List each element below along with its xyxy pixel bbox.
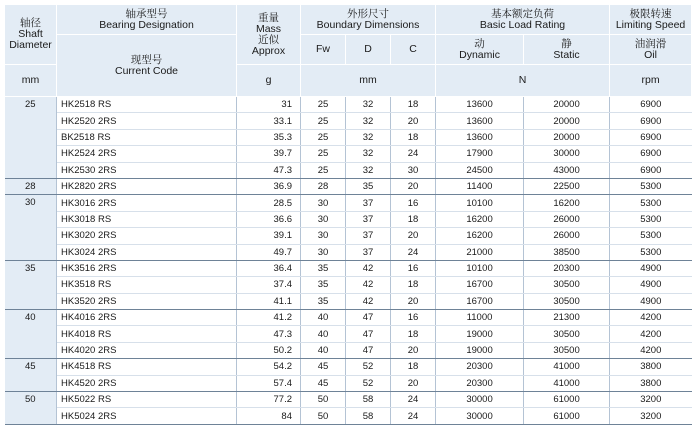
fw-cell: 30	[301, 244, 346, 260]
static-load-cell: 30500	[524, 342, 610, 358]
speed-cell: 4200	[610, 326, 692, 342]
shaft-diameter-header-cn: 轴径	[20, 17, 41, 29]
speed-cell: 3800	[610, 375, 692, 391]
d-cell: 42	[346, 293, 391, 309]
dynamic-load-cell: 30000	[436, 392, 524, 408]
table-row	[5, 326, 692, 342]
bearing-designation-header	[57, 5, 237, 35]
d-cell: 47	[346, 342, 391, 358]
speed-cell: 5300	[610, 178, 692, 194]
c-cell: 18	[391, 359, 436, 375]
c-cell: 30	[391, 162, 436, 178]
shaft-diameter-cell: 30	[5, 195, 57, 261]
mass-cell: 28.5	[237, 195, 301, 211]
table-row	[5, 97, 692, 113]
c-cell: 20	[391, 228, 436, 244]
d-cell: 32	[346, 129, 391, 145]
bearing-code-cell: HK2518 RS	[57, 97, 237, 113]
basic-load-rating-header-cn: 基本额定负荷	[491, 7, 555, 20]
d-cell: 58	[346, 408, 391, 424]
c-cell: 24	[391, 146, 436, 162]
mass-cell: 36.9	[237, 178, 301, 194]
table-row	[5, 342, 692, 358]
d-cell: 37	[346, 244, 391, 260]
mass-cell: 54.2	[237, 359, 301, 375]
bearing-code-cell: HK3018 RS	[57, 211, 237, 227]
unit-mm-header: mm	[5, 65, 57, 97]
table-row	[5, 195, 692, 211]
table-row	[5, 375, 692, 391]
mass-cell: 84	[237, 408, 301, 424]
table-row	[5, 228, 692, 244]
speed-cell: 6900	[610, 97, 692, 113]
mass-header-cn: 重量	[258, 11, 279, 24]
c-cell: 16	[391, 260, 436, 276]
dynamic-header	[436, 35, 524, 65]
mass-header	[237, 5, 301, 65]
fw-cell: 25	[301, 162, 346, 178]
dynamic-load-cell: 16700	[436, 277, 524, 293]
bearing-code-cell: HK3516 2RS	[57, 260, 237, 276]
oil-header-cn: 油润滑	[634, 37, 667, 50]
limiting-speed-header-en: Limiting Speed	[615, 18, 686, 31]
fw-cell: 40	[301, 310, 346, 326]
table-row	[5, 293, 692, 309]
bearing-code-cell: HK3020 2RS	[57, 228, 237, 244]
dynamic-load-cell: 16700	[436, 293, 524, 309]
shaft-diameter-header	[5, 5, 57, 65]
mass-cell: 39.7	[237, 146, 301, 162]
bearing-code-cell: HK5024 2RS	[57, 408, 237, 424]
dynamic-header-en: Dynamic	[459, 48, 500, 61]
table-row	[5, 408, 692, 424]
bearing-code-cell: HK3024 2RS	[57, 244, 237, 260]
table-row	[5, 260, 692, 276]
static-load-cell: 61000	[524, 392, 610, 408]
speed-cell: 5300	[610, 195, 692, 211]
fw-cell: 30	[301, 228, 346, 244]
mass-cell: 77.2	[237, 392, 301, 408]
dynamic-load-cell: 13600	[436, 113, 524, 129]
table-row	[5, 392, 692, 408]
c-cell: 20	[391, 375, 436, 391]
bearing-code-cell: HK4520 2RS	[57, 375, 237, 391]
mass-cell: 39.1	[237, 228, 301, 244]
speed-cell: 4200	[610, 310, 692, 326]
oil-header-en: Oil	[644, 48, 657, 61]
static-load-cell: 30500	[524, 293, 610, 309]
dynamic-load-cell: 17900	[436, 146, 524, 162]
oil-header	[610, 35, 692, 65]
mass-cell: 37.4	[237, 277, 301, 293]
table-row	[5, 113, 692, 129]
table-row	[5, 146, 692, 162]
fw-cell: 40	[301, 342, 346, 358]
fw-cell: 35	[301, 260, 346, 276]
d-cell: 35	[346, 178, 391, 194]
speed-cell: 6900	[610, 146, 692, 162]
static-load-cell: 30500	[524, 326, 610, 342]
static-load-cell: 26000	[524, 211, 610, 227]
static-load-cell: 20000	[524, 129, 610, 145]
unit-speed-header: rpm	[610, 65, 692, 97]
static-load-cell: 22500	[524, 178, 610, 194]
d-cell: 42	[346, 277, 391, 293]
table-row	[5, 162, 692, 178]
static-load-cell: 61000	[524, 408, 610, 424]
speed-cell: 5300	[610, 211, 692, 227]
mass-cell: 31	[237, 97, 301, 113]
c-cell: 24	[391, 244, 436, 260]
d-cell: 32	[346, 162, 391, 178]
bearing-code-cell: HK4518 RS	[57, 359, 237, 375]
d-cell: 32	[346, 146, 391, 162]
bearing-designation-header-cn: 轴承型号	[125, 7, 168, 20]
boundary-dimensions-header-en: Boundary Dimensions	[316, 18, 420, 31]
shaft-diameter-header-en1: Shaft	[18, 28, 43, 40]
dynamic-load-cell: 10100	[436, 195, 524, 211]
fw-cell: 35	[301, 277, 346, 293]
approx-header-cn: 近似	[258, 33, 279, 46]
mass-cell: 57.4	[237, 375, 301, 391]
d-cell: 52	[346, 375, 391, 391]
unit-dims-header: mm	[301, 65, 436, 97]
mass-cell: 50.2	[237, 342, 301, 358]
speed-cell: 6900	[610, 129, 692, 145]
table-row	[5, 277, 692, 293]
speed-cell: 4900	[610, 277, 692, 293]
c-cell: 18	[391, 211, 436, 227]
d-cell: 52	[346, 359, 391, 375]
table-row	[5, 211, 692, 227]
approx-header-en: Approx	[251, 44, 286, 57]
c-cell: 20	[391, 293, 436, 309]
static-load-cell: 38500	[524, 244, 610, 260]
dynamic-header-cn: 动	[474, 37, 485, 50]
bearing-code-cell: HK4016 2RS	[57, 310, 237, 326]
dynamic-load-cell: 20300	[436, 359, 524, 375]
table-row	[5, 178, 692, 194]
speed-cell: 5300	[610, 228, 692, 244]
unit-load-header: N	[436, 65, 610, 97]
static-load-cell: 41000	[524, 375, 610, 391]
speed-cell: 4900	[610, 260, 692, 276]
current-code-header-cn: 现型号	[130, 53, 163, 66]
mass-cell: 36.6	[237, 211, 301, 227]
d-cell: 47	[346, 310, 391, 326]
shaft-diameter-header-en2: Diameter	[9, 39, 52, 51]
dynamic-load-cell: 30000	[436, 408, 524, 424]
shaft-diameter-cell: 50	[5, 392, 57, 425]
mass-cell: 33.1	[237, 113, 301, 129]
fw-cell: 25	[301, 113, 346, 129]
current-code-header-en: Current Code	[114, 64, 179, 77]
d-cell: 37	[346, 228, 391, 244]
dynamic-load-cell: 13600	[436, 129, 524, 145]
bearing-code-cell: HK3520 2RS	[57, 293, 237, 309]
static-header-cn: 静	[561, 37, 572, 50]
d-cell: 47	[346, 326, 391, 342]
c-cell: 20	[391, 342, 436, 358]
dynamic-load-cell: 19000	[436, 326, 524, 342]
dynamic-load-cell: 10100	[436, 260, 524, 276]
fw-cell: 30	[301, 195, 346, 211]
c-cell: 18	[391, 326, 436, 342]
table-row	[5, 310, 692, 326]
table-row	[5, 359, 692, 375]
d-cell: 37	[346, 195, 391, 211]
static-load-cell: 20000	[524, 97, 610, 113]
dynamic-load-cell: 16200	[436, 228, 524, 244]
static-load-cell: 26000	[524, 228, 610, 244]
bearing-designation-header-en: Bearing Designation	[99, 18, 194, 31]
fw-cell: 25	[301, 129, 346, 145]
table-row	[5, 129, 692, 145]
mass-cell: 41.1	[237, 293, 301, 309]
bearing-code-cell: HK4018 RS	[57, 326, 237, 342]
fw-cell: 28	[301, 178, 346, 194]
static-load-cell: 20300	[524, 260, 610, 276]
d-cell: 58	[346, 392, 391, 408]
fw-cell: 40	[301, 326, 346, 342]
bearing-spec-table	[4, 4, 692, 425]
unit-g-header: g	[237, 65, 301, 97]
static-load-cell: 43000	[524, 162, 610, 178]
basic-load-rating-header-en: Basic Load Rating	[479, 18, 566, 31]
current-code-header	[57, 35, 237, 97]
dynamic-load-cell: 16200	[436, 211, 524, 227]
shaft-diameter-cell: 35	[5, 260, 57, 309]
fw-cell: 50	[301, 392, 346, 408]
limiting-speed-header-cn: 极限转速	[629, 7, 672, 20]
shaft-diameter-cell: 45	[5, 359, 57, 392]
dynamic-load-cell: 19000	[436, 342, 524, 358]
limiting-speed-header	[610, 5, 692, 35]
mass-cell: 36.4	[237, 260, 301, 276]
d-cell: 32	[346, 113, 391, 129]
table-row	[5, 244, 692, 260]
speed-cell: 6900	[610, 162, 692, 178]
static-load-cell: 30000	[524, 146, 610, 162]
bearing-spec-table-container	[4, 4, 691, 422]
bearing-code-cell: HK5022 RS	[57, 392, 237, 408]
table-body	[5, 97, 692, 425]
c-cell: 20	[391, 113, 436, 129]
fw-cell: 25	[301, 97, 346, 113]
c-cell: 20	[391, 178, 436, 194]
bearing-code-cell: HK3518 RS	[57, 277, 237, 293]
fw-cell: 25	[301, 146, 346, 162]
fw-cell: 35	[301, 293, 346, 309]
boundary-dimensions-header-cn: 外形尺寸	[347, 7, 390, 20]
speed-cell: 3200	[610, 392, 692, 408]
shaft-diameter-cell: 28	[5, 178, 57, 194]
dynamic-load-cell: 11000	[436, 310, 524, 326]
shaft-diameter-cell: 40	[5, 310, 57, 359]
static-header	[524, 35, 610, 65]
shaft-diameter-cell: 25	[5, 97, 57, 179]
static-load-cell: 41000	[524, 359, 610, 375]
static-load-cell: 30500	[524, 277, 610, 293]
boundary-dimensions-header	[301, 5, 436, 35]
c-cell: 24	[391, 392, 436, 408]
speed-cell: 5300	[610, 244, 692, 260]
dynamic-load-cell: 11400	[436, 178, 524, 194]
mass-cell: 41.2	[237, 310, 301, 326]
c-cell: 18	[391, 97, 436, 113]
d-header: D	[346, 35, 391, 65]
mass-cell: 47.3	[237, 162, 301, 178]
dynamic-load-cell: 20300	[436, 375, 524, 391]
speed-cell: 6900	[610, 113, 692, 129]
bearing-code-cell: HK2520 2RS	[57, 113, 237, 129]
static-load-cell: 20000	[524, 113, 610, 129]
speed-cell: 4900	[610, 293, 692, 309]
static-load-cell: 21300	[524, 310, 610, 326]
fw-cell: 30	[301, 211, 346, 227]
static-header-en: Static	[553, 48, 580, 61]
bearing-code-cell: HK4020 2RS	[57, 342, 237, 358]
c-cell: 16	[391, 195, 436, 211]
speed-cell: 4200	[610, 342, 692, 358]
static-load-cell: 16200	[524, 195, 610, 211]
dynamic-load-cell: 24500	[436, 162, 524, 178]
bearing-code-cell: BK2518 RS	[57, 129, 237, 145]
mass-cell: 49.7	[237, 244, 301, 260]
c-cell: 16	[391, 310, 436, 326]
c-cell: 24	[391, 408, 436, 424]
bearing-code-cell: HK2524 2RS	[57, 146, 237, 162]
fw-cell: 45	[301, 359, 346, 375]
bearing-code-cell: HK3016 2RS	[57, 195, 237, 211]
c-cell: 18	[391, 277, 436, 293]
c-header: C	[391, 35, 436, 65]
mass-cell: 35.3	[237, 129, 301, 145]
d-cell: 37	[346, 211, 391, 227]
speed-cell: 3200	[610, 408, 692, 424]
basic-load-rating-header	[436, 5, 610, 35]
d-cell: 42	[346, 260, 391, 276]
mass-cell: 47.3	[237, 326, 301, 342]
fw-cell: 50	[301, 408, 346, 424]
bearing-code-cell: HK2530 2RS	[57, 162, 237, 178]
c-cell: 18	[391, 129, 436, 145]
dynamic-load-cell: 13600	[436, 97, 524, 113]
mass-header-en: Mass	[255, 22, 282, 35]
speed-cell: 3800	[610, 359, 692, 375]
dynamic-load-cell: 21000	[436, 244, 524, 260]
bearing-code-cell: HK2820 2RS	[57, 178, 237, 194]
fw-header: Fw	[301, 35, 346, 65]
fw-cell: 45	[301, 375, 346, 391]
d-cell: 32	[346, 97, 391, 113]
